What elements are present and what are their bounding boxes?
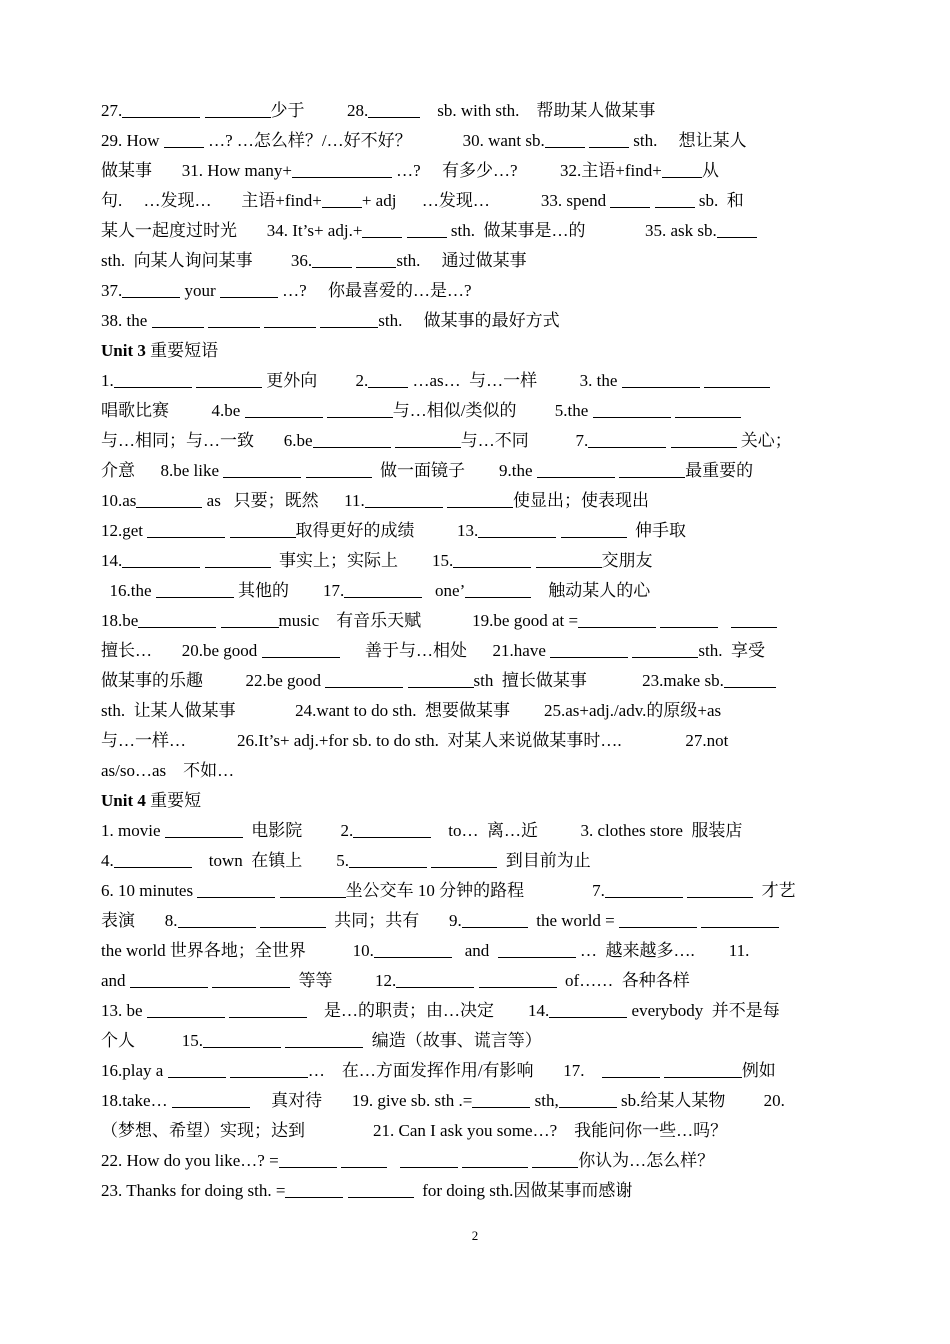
fill-in-blank (349, 851, 427, 868)
unit-heading-text: 重要短语 (145, 341, 219, 360)
phrase-text: 14. (101, 551, 123, 570)
phrase-text: 例如 (741, 1061, 776, 1080)
phrase-text: 从 (701, 161, 719, 180)
phrase-text: 37. (101, 281, 123, 300)
phrase-text: sb. 和 (694, 191, 744, 210)
phrase-line (101, 756, 861, 786)
fill-in-blank (400, 1151, 458, 1168)
phrase-text: sth. 想让某人 (629, 131, 747, 150)
fill-in-blank (559, 1091, 617, 1108)
phrase-line (101, 816, 861, 846)
fill-in-blank (593, 401, 671, 418)
phrase-line (101, 606, 861, 636)
phrase-text: sth. 向某人询问某事 36. (101, 251, 313, 270)
unit-heading (101, 786, 861, 816)
phrase-line (101, 1026, 861, 1056)
fill-in-blank (262, 641, 340, 658)
phrase-text: 擅长… 20.be good (101, 641, 262, 660)
phrase-text: 18.take… (101, 1091, 172, 1110)
fill-in-blank (114, 371, 192, 388)
phrase-line (101, 396, 861, 426)
phrase-text: 其他的 17. (233, 581, 345, 600)
fill-in-blank (178, 911, 256, 928)
phrase-text: 伸手取 (626, 521, 687, 540)
unit-heading (101, 336, 861, 366)
phrase-line (101, 216, 861, 246)
phrase-line (101, 186, 861, 216)
fill-in-blank (285, 1181, 343, 1198)
fill-in-blank (122, 101, 200, 118)
fill-in-blank (701, 911, 779, 928)
phrase-text: 更外向 2. (262, 371, 369, 390)
fill-in-blank (675, 401, 741, 418)
phrase-text: 6. 10 minutes (101, 881, 198, 900)
fill-in-blank (212, 971, 290, 988)
phrase-text: + adj …发现… 33. spend (361, 191, 611, 210)
phrase-text: 编造（故事、谎言等） (363, 1031, 542, 1050)
fill-in-blank (230, 521, 296, 538)
phrase-text: 与…相似/类似的 5.the (392, 401, 593, 420)
fill-in-blank (632, 641, 698, 658)
phrase-text: 与…一样… 26.It’s+ adj.+for sb. to do sth. 对某人来说做某事时…. 27.not (101, 731, 729, 750)
phrase-text: 是…的职责；由…决定 14. (307, 1001, 550, 1020)
unit-heading-bold: Unit 3 (101, 341, 146, 360)
fill-in-blank (619, 911, 697, 928)
phrase-text: sth. 通过做某事 (396, 251, 527, 270)
fill-in-blank (724, 671, 776, 688)
phrase-text: 做某事的乐趣 22.be good (101, 671, 326, 690)
fill-in-blank (462, 1151, 528, 1168)
fill-in-blank (374, 941, 452, 958)
fill-in-blank (122, 551, 200, 568)
fill-in-blank (431, 851, 497, 868)
fill-in-blank (408, 671, 474, 688)
fill-in-blank (453, 551, 531, 568)
fill-in-blank (164, 131, 204, 148)
phrase-text: 13. be (101, 1001, 147, 1020)
fill-in-blank (498, 941, 576, 958)
phrase-line (101, 906, 861, 936)
fill-in-blank (156, 581, 234, 598)
phrase-line (101, 126, 861, 156)
phrase-text: 介意 8.be like (101, 461, 224, 480)
phrase-line (101, 966, 861, 996)
fill-in-blank (205, 101, 271, 118)
phrase-text: 触动某人的心 (531, 581, 651, 600)
phrase-text: 个人 15. (101, 1031, 203, 1050)
fill-in-blank (396, 971, 474, 988)
phrase-text: music 有音乐天赋 19.be good at = (278, 611, 579, 630)
fill-in-blank (147, 1001, 225, 1018)
phrase-line (101, 246, 861, 276)
phrase-line (101, 96, 861, 126)
fill-in-blank (264, 311, 316, 328)
phrase-text: 到目前为止 (497, 851, 591, 870)
phrase-text: …? 你最喜爱的…是…? (277, 281, 472, 300)
phrase-text: 少于 28. (270, 101, 369, 120)
phrase-text: as 只要；既然 11. (202, 491, 365, 510)
phrase-text: … 在…方面发挥作用/有影响 17. (307, 1061, 602, 1080)
fill-in-blank (365, 491, 443, 508)
fill-in-blank (285, 1031, 363, 1048)
phrase-text: 4. (101, 851, 114, 870)
phrase-text: sth, (530, 1091, 559, 1110)
fill-in-blank (549, 1001, 627, 1018)
phrase-line (101, 876, 861, 906)
fill-in-blank (550, 641, 628, 658)
fill-in-blank (353, 821, 431, 838)
fill-in-blank (341, 1151, 387, 1168)
fill-in-blank (348, 1181, 414, 1198)
phrase-line (101, 456, 861, 486)
phrase-text: 10.as (101, 491, 137, 510)
fill-in-blank (306, 461, 372, 478)
fill-in-blank (327, 401, 393, 418)
phrase-text: 最重要的 (685, 461, 754, 480)
phrase-line (101, 1176, 861, 1206)
phrase-text: …? 有多少…? 32.主语+find+ (391, 161, 662, 180)
phrase-line (101, 996, 861, 1026)
phrase-line (101, 846, 861, 876)
phrase-text: 与…不同 7. (460, 431, 589, 450)
fill-in-blank (588, 431, 666, 448)
phrase-text: sth. 享受 (698, 641, 765, 660)
phrase-text: 等等 12. (290, 971, 397, 990)
fill-in-blank (407, 221, 447, 238)
fill-in-blank (671, 431, 737, 448)
phrase-text: 关心； (736, 431, 792, 450)
page-number: 2 (471, 1228, 479, 1243)
phrase-text: （梦想、希望）实现；达到 21. Can I ask you some…? 我能问你一些…吗？ (101, 1121, 728, 1140)
fill-in-blank (578, 611, 656, 628)
phrase-text: 做某事 31. How many+ (101, 161, 292, 180)
phrase-line (101, 576, 861, 606)
phrase-text: 18.be (101, 611, 139, 630)
phrase-text (718, 611, 731, 630)
fill-in-blank (610, 191, 650, 208)
fill-in-blank (260, 911, 326, 928)
phrase-line (101, 1116, 861, 1146)
phrase-text: 共同；共有 9. (325, 911, 462, 930)
fill-in-blank (223, 461, 301, 478)
phrase-text: 12.get (101, 521, 148, 540)
fill-in-blank (622, 371, 700, 388)
phrase-line (101, 516, 861, 546)
fill-in-blank (704, 371, 770, 388)
fill-in-blank (197, 881, 275, 898)
fill-in-blank (114, 851, 192, 868)
phrase-text: 才艺 (753, 881, 796, 900)
phrase-text: for doing sth.因做某事而感谢 (413, 1181, 633, 1200)
fill-in-blank (537, 461, 615, 478)
phrase-line (101, 1146, 861, 1176)
phrase-text: … 越来越多…. 11. (575, 941, 750, 960)
phrase-text: everybody 并不是每 (627, 1001, 780, 1020)
phrase-text: 某人一起度过时光 34. It’s+ adj.+ (101, 221, 363, 240)
fill-in-blank (731, 611, 777, 628)
fill-in-blank (368, 371, 408, 388)
fill-in-blank (168, 1061, 226, 1078)
fill-in-blank (465, 581, 531, 598)
fill-in-blank (356, 251, 396, 268)
phrase-text: 交朋友 (601, 551, 653, 570)
phrase-text: town 在镇上 5. (191, 851, 349, 870)
phrase-line (101, 306, 861, 336)
phrase-text: 与…相同；与…一致 6.be (101, 431, 313, 450)
phrase-text: 取得更好的成绩 13. (295, 521, 479, 540)
phrase-text: 使显出；使表现出 (512, 491, 649, 510)
fill-in-blank (138, 611, 216, 628)
phrase-line (101, 936, 861, 966)
fill-in-blank (312, 251, 352, 268)
fill-in-blank (229, 1001, 307, 1018)
fill-in-blank (664, 1061, 742, 1078)
fill-in-blank (532, 1151, 578, 1168)
fill-in-blank (147, 521, 225, 538)
fill-in-blank (362, 221, 402, 238)
fill-in-blank (561, 521, 627, 538)
phrase-text: sb.给某人某物 20. (616, 1091, 785, 1110)
phrase-text: 1. (101, 371, 114, 390)
phrase-text: 1. movie (101, 821, 165, 840)
phrase-text: 你认为…怎么样？ (578, 1151, 715, 1170)
phrase-line (101, 486, 861, 516)
phrase-line (101, 426, 861, 456)
phrase-text: 38. the (101, 311, 152, 330)
phrase-text: 电影院 2. (242, 821, 354, 840)
phrase-text: sth. 做某事是…的 35. ask sb. (446, 221, 717, 240)
fill-in-blank (205, 551, 271, 568)
phrase-text: the world = (527, 911, 620, 930)
phrase-text: …? …怎么样？/…好不好？ 30. want sb. (203, 131, 545, 150)
fill-in-blank (344, 581, 422, 598)
phrase-line (101, 1086, 861, 1116)
phrase-text: …as… 与…一样 3. the (408, 371, 622, 390)
fill-in-blank (165, 821, 243, 838)
fill-in-blank (589, 131, 629, 148)
fill-in-blank (619, 461, 685, 478)
phrase-text: sth. 做某事的最好方式 (378, 311, 560, 330)
fill-in-blank (447, 491, 513, 508)
phrase-text: 真对待 19. give sb. sth .= (249, 1091, 473, 1110)
phrase-line (101, 726, 861, 756)
phrase-line (101, 696, 861, 726)
phrase-line (101, 156, 861, 186)
fill-in-blank (172, 1091, 250, 1108)
phrase-text: the world 世界各地；全世界 10. (101, 941, 374, 960)
fill-in-blank (660, 611, 718, 628)
fill-in-blank (395, 431, 461, 448)
phrase-text: 23. Thanks for doing sth. = (101, 1181, 286, 1200)
phrase-line (101, 1056, 861, 1086)
phrase-line (101, 636, 861, 666)
phrase-text: 唱歌比赛 4.be (101, 401, 245, 420)
fill-in-blank (545, 131, 585, 148)
fill-in-blank (313, 431, 391, 448)
phrase-line (101, 546, 861, 576)
fill-in-blank (322, 191, 362, 208)
phrase-text: one’ (422, 581, 466, 600)
fill-in-blank (687, 881, 753, 898)
fill-in-blank (325, 671, 403, 688)
phrase-text: 表演 8. (101, 911, 178, 930)
phrase-text: as/so…as 不如… (101, 761, 235, 780)
phrase-text: 善于与…相处 21.have (339, 641, 551, 660)
phrase-text: 29. How (101, 131, 164, 150)
fill-in-blank (208, 311, 260, 328)
fill-in-blank (368, 101, 420, 118)
fill-in-blank (479, 971, 557, 988)
phrase-text: and (101, 971, 130, 990)
phrase-text: sth 擅长做某事 23.make sb. (473, 671, 724, 690)
phrase-text: 27. (101, 101, 123, 120)
phrase-text: sb. with sth. 帮助某人做某事 (420, 101, 656, 120)
fill-in-blank (152, 311, 204, 328)
phrase-line (101, 366, 861, 396)
phrase-text: 22. How do you like…? = (101, 1151, 279, 1170)
fill-in-blank (130, 971, 208, 988)
fill-in-blank (462, 911, 528, 928)
phrase-text: sth. 让某人做某事 24.want to do sth. 想要做某事 25.as+adj./adv.的原级+as (101, 701, 722, 720)
phrase-line (101, 276, 861, 306)
fill-in-blank (478, 521, 556, 538)
fill-in-blank (662, 161, 702, 178)
fill-in-blank (605, 881, 683, 898)
unit-heading-text: 重要短 (145, 791, 202, 810)
fill-in-blank (203, 1031, 281, 1048)
fill-in-blank (230, 1061, 308, 1078)
phrase-text: 16.play a (101, 1061, 168, 1080)
phrase-text: 16.the (101, 581, 156, 600)
fill-in-blank (472, 1091, 530, 1108)
phrase-line (101, 666, 861, 696)
phrase-text: your (180, 281, 220, 300)
fill-in-blank (196, 371, 262, 388)
fill-in-blank (320, 311, 378, 328)
phrase-text: 坐公交车 10 分钟的路程 7. (345, 881, 605, 900)
phrase-text: 做一面镜子 9.the (371, 461, 537, 480)
fill-in-blank (280, 881, 346, 898)
fill-in-blank (279, 1151, 337, 1168)
phrase-text: 句. …发现… 主语+find+ (101, 191, 322, 210)
fill-in-blank (292, 161, 392, 178)
phrase-text: to… 离…近 3. clothes store 服装店 (431, 821, 743, 840)
fill-in-blank (602, 1061, 660, 1078)
fill-in-blank (536, 551, 602, 568)
unit-heading-bold: Unit 4 (101, 791, 146, 810)
fill-in-blank (220, 281, 278, 298)
fill-in-blank (655, 191, 695, 208)
fill-in-blank (122, 281, 180, 298)
phrase-text (387, 1151, 400, 1170)
phrase-text: 事实上；实际上 15. (270, 551, 454, 570)
phrase-text: and (451, 941, 498, 960)
phrase-text: of…… 各种各样 (556, 971, 690, 990)
fill-in-blank (221, 611, 279, 628)
fill-in-blank (245, 401, 323, 418)
fill-in-blank (136, 491, 202, 508)
fill-in-blank (717, 221, 757, 238)
